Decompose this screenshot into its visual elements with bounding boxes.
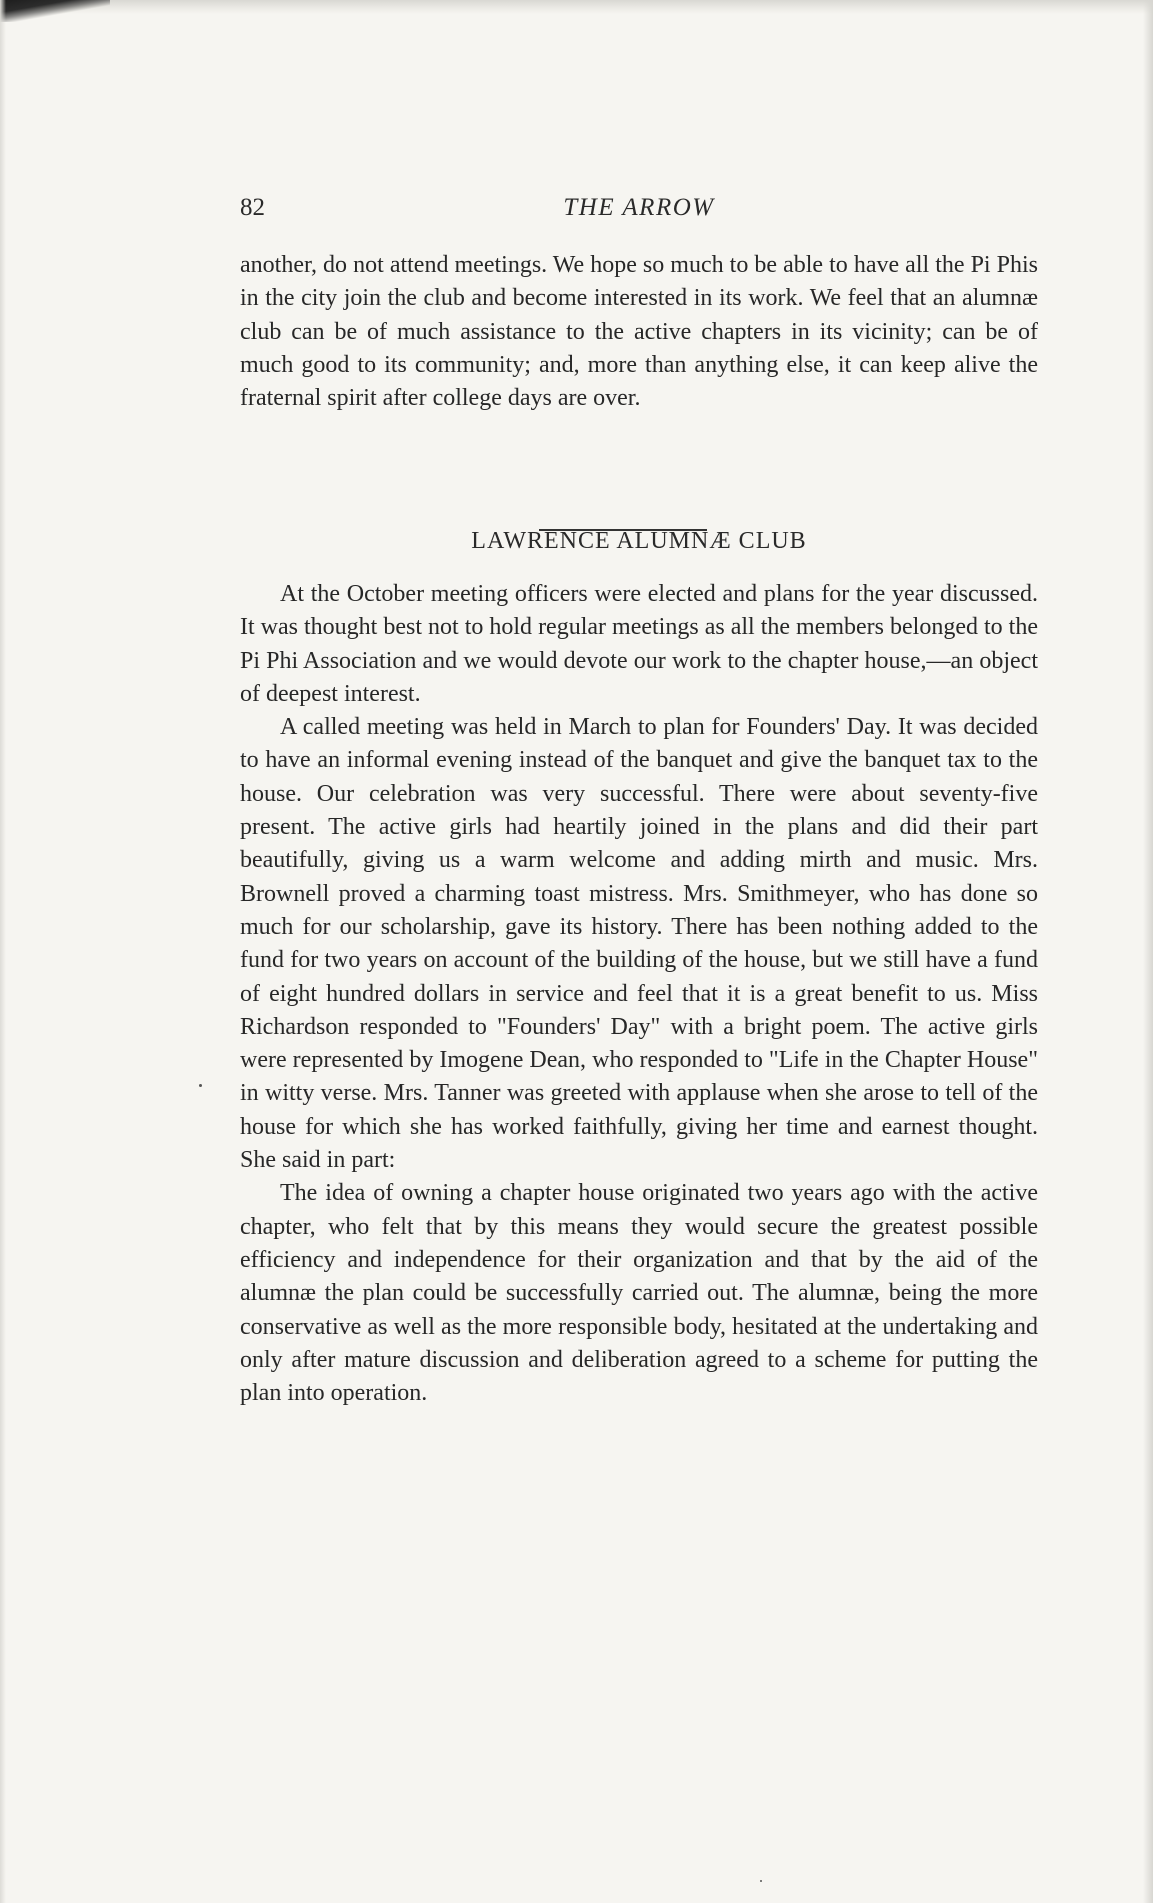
running-title: THE ARROW (563, 194, 715, 221)
scan-shadow-right (1143, 0, 1153, 1903)
scan-corner-mark (0, 0, 110, 22)
page-number: 82 (240, 194, 265, 221)
section-paragraph: A called meeting was held in March to plan for Founders' Day. It was decided to have an informal evening instead of the banquet and give the banquet tax to the house. Our celebration was very successful. There were about seventy-five present. The active girls had heartily joined in the plans and did their part beautifully, giving us a warm welcome and adding mirth and music. Mrs. Brownell proved a charming toast mistress. Mrs. Smithmeyer, who has done so much for our scholarship, gave its history. There has been nothing added to the fund for two years on account of the building of the house, but we still have a fund of eight hundred dollars in service and feel that it is a great benefit to us. Miss Richardson responded to "Founders' Day" with a bright poem. The active girls were represented by Imogene Dean, who responded to "Life in the Chapter House" in witty verse. Mrs. Tanner was greeted with applause when she arose to tell of the house for which she has worked faithfully, giving her time and earnest thought. She said in part: (240, 714, 1038, 1174)
continuation-paragraph: another, do not attend meetings. We hope so much to be able to have all the Pi Phis in the city join the club and become interested in its work. We feel that an alumnæ club can be of much assistance to the active chapters in its vicinity; can be of much good to its community; and, more than anything else, it can keep alive the fraternal spirit after college days are over. (240, 252, 1038, 412)
section-body (240, 578, 1038, 1410)
scan-shadow-left (0, 0, 6, 1903)
section-title: LAWRENCE ALUMNÆ CLUB (471, 528, 807, 554)
scan-shadow-top (0, 0, 1153, 14)
scan-speck (760, 1880, 762, 1882)
running-header (240, 194, 1038, 234)
section-paragraph: The idea of owning a chapter house originated two years ago with the active chapter, who felt that by this means they would secure the greatest possible efficiency and independence for their organization and that by the aid of the alumnæ the plan could be successfully carried out. The alumnæ, being the more conservative as well as the more responsible body, hesitated at the undertaking and only after mature discussion and deliberation agreed to a scheme for putting the plan into operation. (240, 1180, 1038, 1407)
continuation-block (240, 249, 1038, 415)
scan-speck (199, 1084, 202, 1087)
section-paragraph: At the October meeting officers were elected and plans for the year discussed. It was thought best not to hold regular meetings as all the members belonged to the Pi Phi Association and we would devote our work to the chapter house,—an object of deepest interest. (240, 581, 1038, 707)
